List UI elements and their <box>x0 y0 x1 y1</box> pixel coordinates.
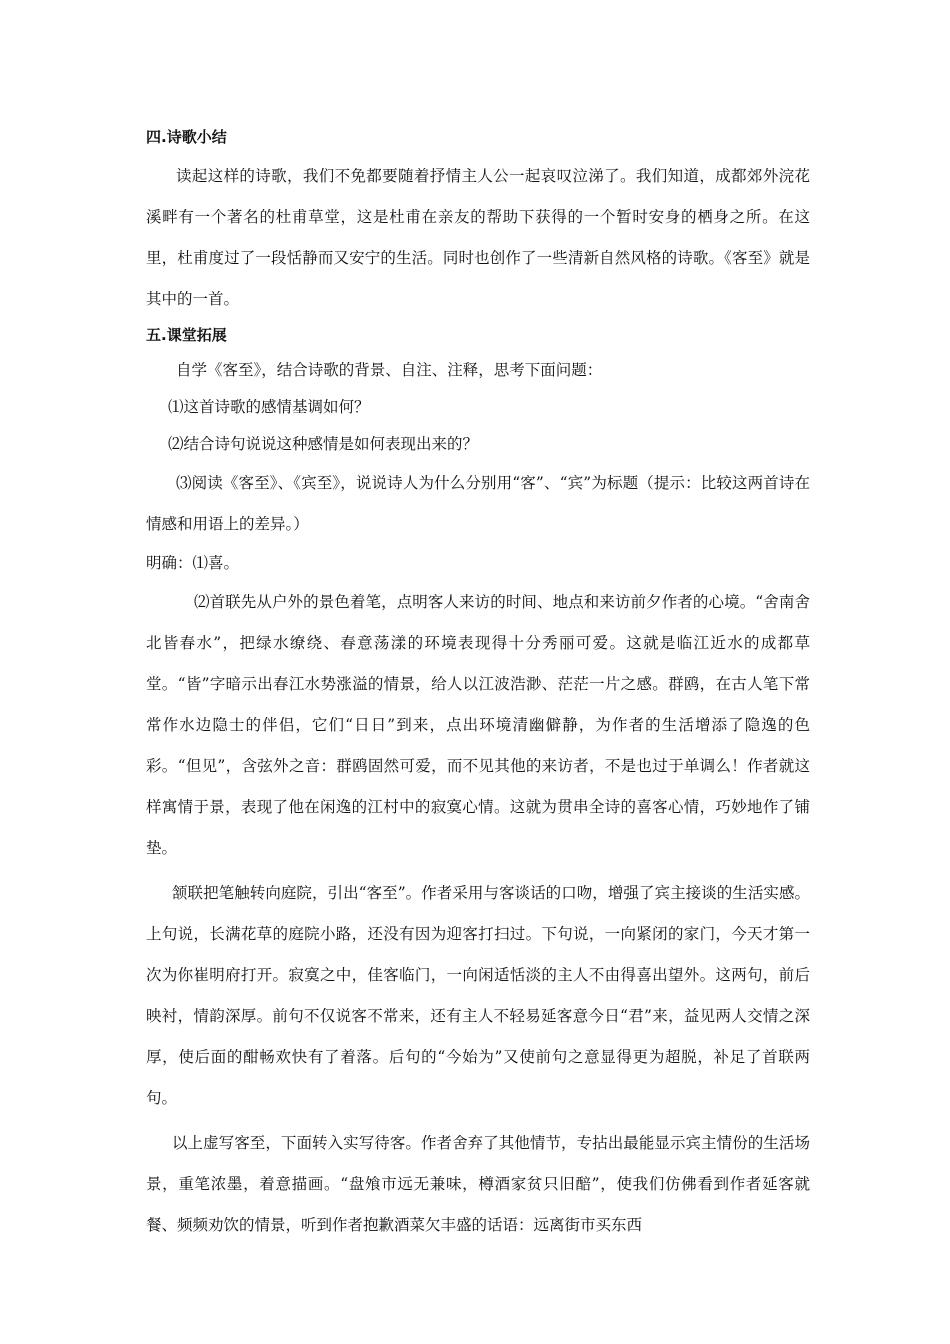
answer-paragraph-2: 颔联把笔触转向庭院，引出“客至”。作者采用与客谈话的口吻，增强了宾主接谈的生活实感。上句说，长满花草的庭院小路，还没有因为迎客打扫过。下句说，一向紧闭的家门，今天才第一次为你崔明府打开。寂寞之中，佳客临门，一向闲适恬淡的主人不由得喜出望外。这两句，前后映衬，情韵深厚。前句不仅说客不常来，还有主人不轻易延客意今日“君”来，益见两人交情之深厚，使后面的酣畅欢快有了着落。后句的“今始为”又使前句之意显得更为超脱，补足了首联两句。 <box>146 884 810 1107</box>
question-3: ⑶阅读《客至》、《宾至》，说说诗人为什么分别用“客”、“宾”为标题（提示：比较这两首诗在情感和用语上的差异。） <box>146 474 810 533</box>
answer-paragraph-3: 以上虚写客至，下面转入实写待客。作者舍弃了其他情节，专拈出最能显示宾主情份的生活场景，重笔浓墨，着意描画。“盘飧市远无兼味，樽酒家贫只旧醅”，使我们仿佛看到作者延客就餐、频频劝饮的情景，听到作者抱歉酒菜欠丰盛的话语：远离街市买东西 <box>146 1134 810 1234</box>
question-1: ⑴这首诗歌的感情基调如何？ <box>168 398 370 416</box>
section-heading-summary: 四.诗歌小结 <box>146 128 227 146</box>
section-heading-extension: 五.课堂拓展 <box>146 326 227 344</box>
document-content <box>146 124 810 1246</box>
summary-paragraph: 读起这样的诗歌，我们不免都要随着抒情主人公一起哀叹泣涕了。我们知道，成都郊外浣花溪畔有一个著名的杜甫草堂，这是杜甫在亲友的帮助下获得的一个暂时安身的栖身之所。在这里，杜甫度过了一段恬静而又安宁的生活。同时也创作了一些清新自然风格的诗歌。《客至》就是其中的一首。 <box>146 167 810 308</box>
question-2: ⑵结合诗句说说这种感情是如何表现出来的？ <box>168 435 479 453</box>
answer-label: 明确：⑴喜。 <box>146 554 240 572</box>
answer-paragraph-1: ⑵首联先从户外的景色着笔，点明客人来访的时间、地点和来访前夕作者的心境。“舍南舍北皆春水”，把绿水缭绕、春意荡漾的环境表现得十分秀丽可爱。这就是临江近水的成都草堂。“皆”字暗示出春江水势涨溢的情景，给人以江波浩渺、茫茫一片之感。群鸥，在古人笔下常常作水边隐士的伴侣，它们“日日”到来，点出环境清幽僻静，为作者的生活增添了隐逸的色彩。“但见”，含弦外之音：群鸥固然可爱，而不见其他的来访者，不是也过于单调么！作者就这样寓情于景，表现了他在闲逸的江村中的寂寞心情。这就为贯串全诗的喜客心情，巧妙地作了铺垫。 <box>146 593 810 857</box>
extension-intro: 自学《客至》，结合诗歌的背景、自注、注释，思考下面问题： <box>176 361 603 379</box>
